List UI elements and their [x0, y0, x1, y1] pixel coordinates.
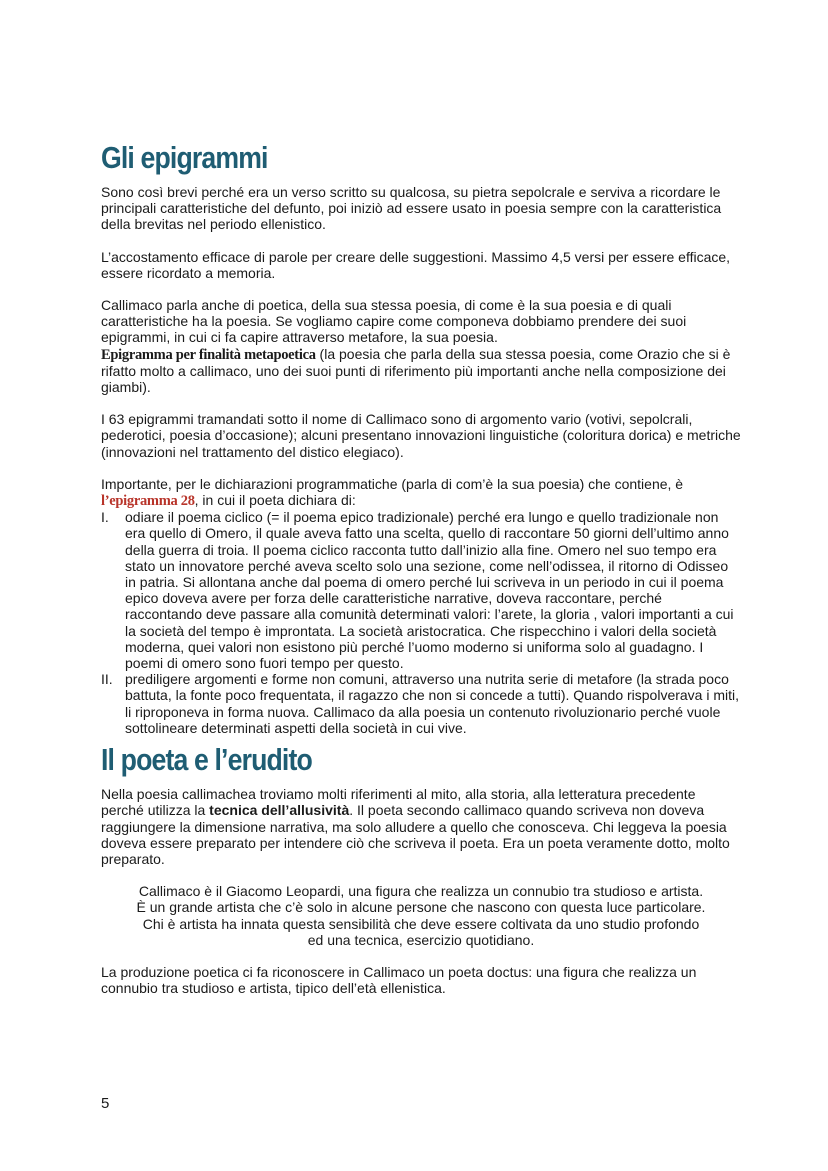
list-number: I. [101, 509, 109, 526]
highlight-term: l’epigramma 28 [101, 493, 195, 510]
centered-line: Chi è artista ha innata questa sensibilità che deve essere coltivata da uno studio profondo [142, 915, 700, 932]
section-title-poeta-erudito: Il poeta e l’erudito [101, 742, 312, 778]
list-item [101, 671, 741, 736]
numbered-list [101, 509, 741, 736]
paragraph: I 63 epigrammi tramandati sotto il nome di Callimaco sono di argomento vario (votivi, sepolcrali, pederotici, poesia d’occasione); alcuni presentano innovazioni linguistiche (coloritura dorica) e metriche (innovazioni nel trattamento del distico elegiaco). [101, 411, 741, 460]
paragraph: Sono così brevi perché era un verso scritto su qualcosa, su pietra sepolcrale e serviva a ricordare le principali caratteristiche del defunto, poi iniziò ad essere usato in poesia sempre con la caratteristica della brevitas nel periodo ellenistico. [101, 184, 722, 233]
centered-line: ed una tecnica, esercizio quotidiano. [307, 931, 535, 948]
paragraph: La produzione poetica ci fa riconoscere in Callimaco un poeta doctus: una figura che realizza un connubio tra studioso e artista, tipico dell’età ellenistica. [101, 963, 697, 997]
centered-line: È un grande artista che c’è solo in alcune persone che nascono con questa luce particolare. [136, 899, 706, 916]
list-item [101, 509, 741, 671]
paragraph-epigramma-28 [101, 476, 741, 509]
list-text: prediligere argomenti e forme non comuni, attraverso una nutrita serie di metafore (la strada poco battuta, la fonte poco frequentata, il ragazzo che non si concede a tutti). Quando rispolverava i miti, li riproponeva in forma nuova. Callimaco da alla poesia un contenuto rivoluzionario perché vuole sottolineare determinati aspetti della società in cui vive. [125, 671, 740, 736]
paragraph: L’accostamento efficace di parole per creare delle suggestioni. Massimo 4,5 versi per essere efficace, essere ricordato a memoria. [101, 248, 731, 281]
list-text: odiare il poema ciclico (= il poema epico tradizionale) perché era lungo e quello tradizionale non era quello di Omero, il quale aveva fatto una scelta, quello di raccontare 50 giorni dell’ultimo anno della guerra di troia. Il poema ciclico racconta tutto dall’inizio alla fine. Omero nel suo tempo era stato un innovatore perché aveva scelto solo una sezione, come nell’odissea, il ritorno di Odisseo in patria. Si allontana anche dal poema di omero perché lui scriveva in un periodo in cui il poema epico doveva avere per forza delle caratteristiche narrative, doveva raccontare, perché raccontando deve passare alla comunità determinati valori: l’arete, la gloria , valori importanti a cui la società del tempo è improntata. La società aristocratica. Che rispecchino i valori della società moderna, quei valori non esistono più perché l’uomo moderno si uniforma solo al guadagno. I poemi di omero sono fuori tempo per questo. [125, 509, 734, 672]
paragraph-text: . Il poeta secondo callimaco quando scriveva non doveva raggiungere la dimensione narrativa, ma solo alludere a quello che conosceva. Chi leggeva la poesia doveva essere preparato per intendere ciò che scriveva il poeta. Era un poeta veramente dotto, molto preparato. [101, 802, 730, 867]
paragraph-text: Nella poesia callimachea troviamo molti riferimenti al mito, alla storia, alla letteratura precedente perché utilizza la [101, 786, 696, 819]
paragraph-allusivita [101, 786, 741, 867]
paragraph-text: (la poesia che parla della sua stessa poesia, come Orazio che si è rifatto molto a callimaco, uno dei suoi punti di riferimento più importanti anche nella composizione dei giambi). [101, 345, 731, 396]
page-number: 5 [101, 1095, 110, 1112]
paragraph-metapoetica [101, 346, 741, 396]
centered-paragraph [101, 883, 741, 948]
centered-line: Callimaco è il Giacomo Leopardi, una figura che realizza un connubio tra studioso e artista. [138, 883, 704, 900]
paragraph: Callimaco parla anche di poetica, della sua stessa poesia, di come è la sua poesia e di quali caratteristiche ha la poesia. Se vogliamo capire come componeva dobbiamo prendere dei suoi epigrammi, in cui ci fa capire attraverso metafore, la sua poesia. [101, 297, 687, 346]
paragraph-text: , in cui il poeta dichiara di: [194, 492, 356, 509]
page-content [101, 140, 741, 996]
bold-term: Epigramma per finalità metapoetica [101, 346, 316, 363]
list-number: II. [101, 671, 113, 688]
section-title-epigrammi: Gli epigrammi [101, 140, 268, 175]
paragraph-text: Importante, per le dichiarazioni programmatiche (parla di com’è la sua poesia) che contiene, è [101, 475, 684, 492]
bold-term: tecnica dell’allusività [209, 802, 350, 819]
